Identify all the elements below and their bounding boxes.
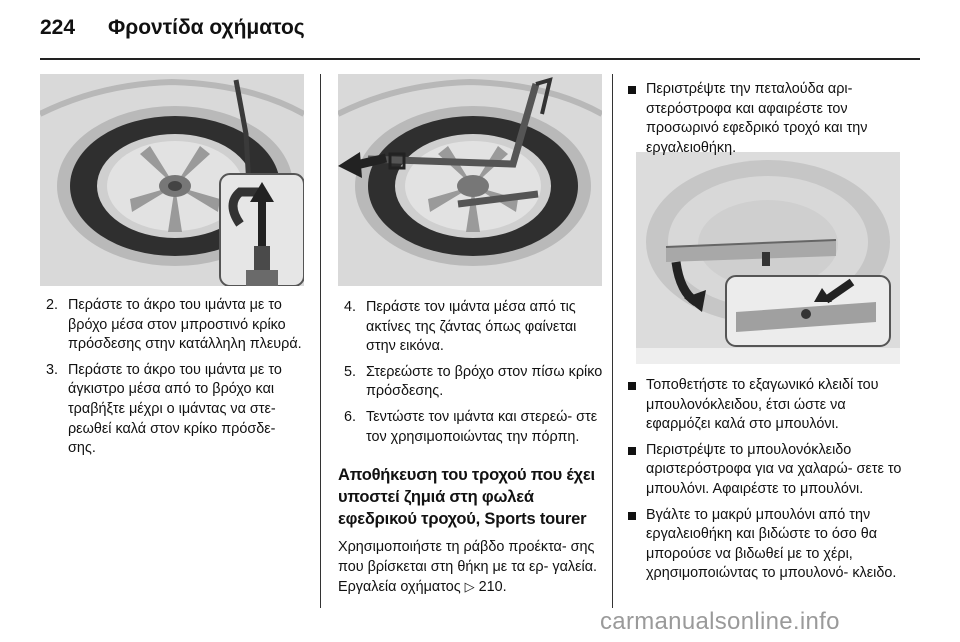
- list-item: [628, 80, 904, 158]
- list-item: [628, 506, 908, 584]
- list-item: [344, 298, 606, 357]
- list-item: [628, 441, 908, 500]
- step-text: Περάστε τον ιμάντα μέσα από τις ακτίνες της ζάντας όπως φαίνεται στην εικόνα.: [366, 299, 577, 355]
- step-number: 4.: [344, 299, 357, 315]
- section-paragraph: [338, 538, 610, 598]
- step-text: Τεντώστε τον ιμάντα και στερεώ- στε τον χρησιμοποιώντας την πόρπη.: [366, 408, 598, 445]
- column-divider-2: [612, 74, 613, 608]
- list-item: [628, 376, 908, 435]
- step-number: 2.: [46, 297, 59, 313]
- figure-strap-front-ring: [40, 74, 304, 286]
- bullet-square-icon: [628, 86, 636, 94]
- watermark: carmanualsonline.info: [600, 608, 840, 635]
- step-text: Περάστε το άκρο του ιμάντα με το βρόχο μέσα στον μπροστινό κρίκο πρόσδεσης στην κατάλληλη πλευρά.: [68, 297, 302, 353]
- bullets-bottom-col3: [628, 376, 908, 590]
- bullet-text: Τοποθετήστε το εξαγωνικό κλειδί του μπουλονόκλειδου, έτσι ώστε να εφαρμόζει καλά στο μπουλόνι.: [646, 377, 879, 433]
- step-text: Στερεώστε το βρόχο στον πίσω κρίκο πρόσδεσης.: [366, 363, 603, 400]
- steps-list-col1: [46, 296, 302, 465]
- step-text: Περάστε το άκρο του ιμάντα με το άγκιστρο μέσα από το βρόχο και τραβήξτε μέχρι ο ιμάντας να στε- ρεωθεί καλά στον κρίκο πρόσδε- σης.: [68, 361, 282, 457]
- bullets-top-col3: [628, 80, 904, 164]
- bullet-square-icon: [628, 447, 636, 455]
- page-number: 224: [40, 16, 76, 39]
- bullet-text: Περιστρέψτε την πεταλούδα αρι- στερόστροφα και αφαιρέστε τον προσωρινό εφεδρικό τροχό και την εργαλειοθήκη.: [646, 81, 868, 156]
- list-item: [344, 408, 606, 447]
- list-item: [46, 296, 302, 355]
- bullet-text: Βγάλτε το μακρύ μπουλόνι από την εργαλειοθήκη και βιδώστε το όσο θα μπορούσε να βιδωθεί με το χέρι, χρησιμοποιώντας το μπουλονό- κλειδο.: [646, 506, 897, 582]
- list-item: [344, 363, 606, 402]
- figure-spare-wheel-well-bolt: [636, 152, 900, 364]
- figure-strap-through-spokes: [338, 74, 602, 286]
- page-title: Φροντίδα οχήματος: [108, 16, 305, 39]
- header-rule: [40, 58, 920, 60]
- reference-page: 210.: [478, 579, 507, 596]
- step-number: 3.: [46, 361, 59, 378]
- reference-arrow-icon: ▷: [464, 579, 475, 595]
- step-number: 5.: [344, 363, 357, 380]
- bullet-text: Περιστρέψτε το μπουλονόκλειδο αριστερόστροφα για να χαλαρώ- σετε το μπουλόνι. Αφαιρέστε το μπουλόνι.: [646, 441, 902, 497]
- paragraph-text: Χρησιμοποιήστε τη ράβδο προέκτα- σης που βρίσκεται στη θήκη με τα ερ- γαλεία. Εργαλεία οχήματος: [338, 539, 598, 596]
- list-item: [46, 361, 302, 459]
- bullet-square-icon: [628, 382, 636, 390]
- page-header: [40, 16, 920, 50]
- steps-list-col2: [344, 298, 606, 453]
- bullet-square-icon: [628, 512, 636, 520]
- column-divider-1: [320, 74, 321, 608]
- section-subheading: Αποθήκευση του τροχού που έχει υποστεί ζημιά στη φωλεά εφεδρικού τροχού, Sports tourer: [338, 466, 595, 528]
- step-number: 6.: [344, 408, 357, 425]
